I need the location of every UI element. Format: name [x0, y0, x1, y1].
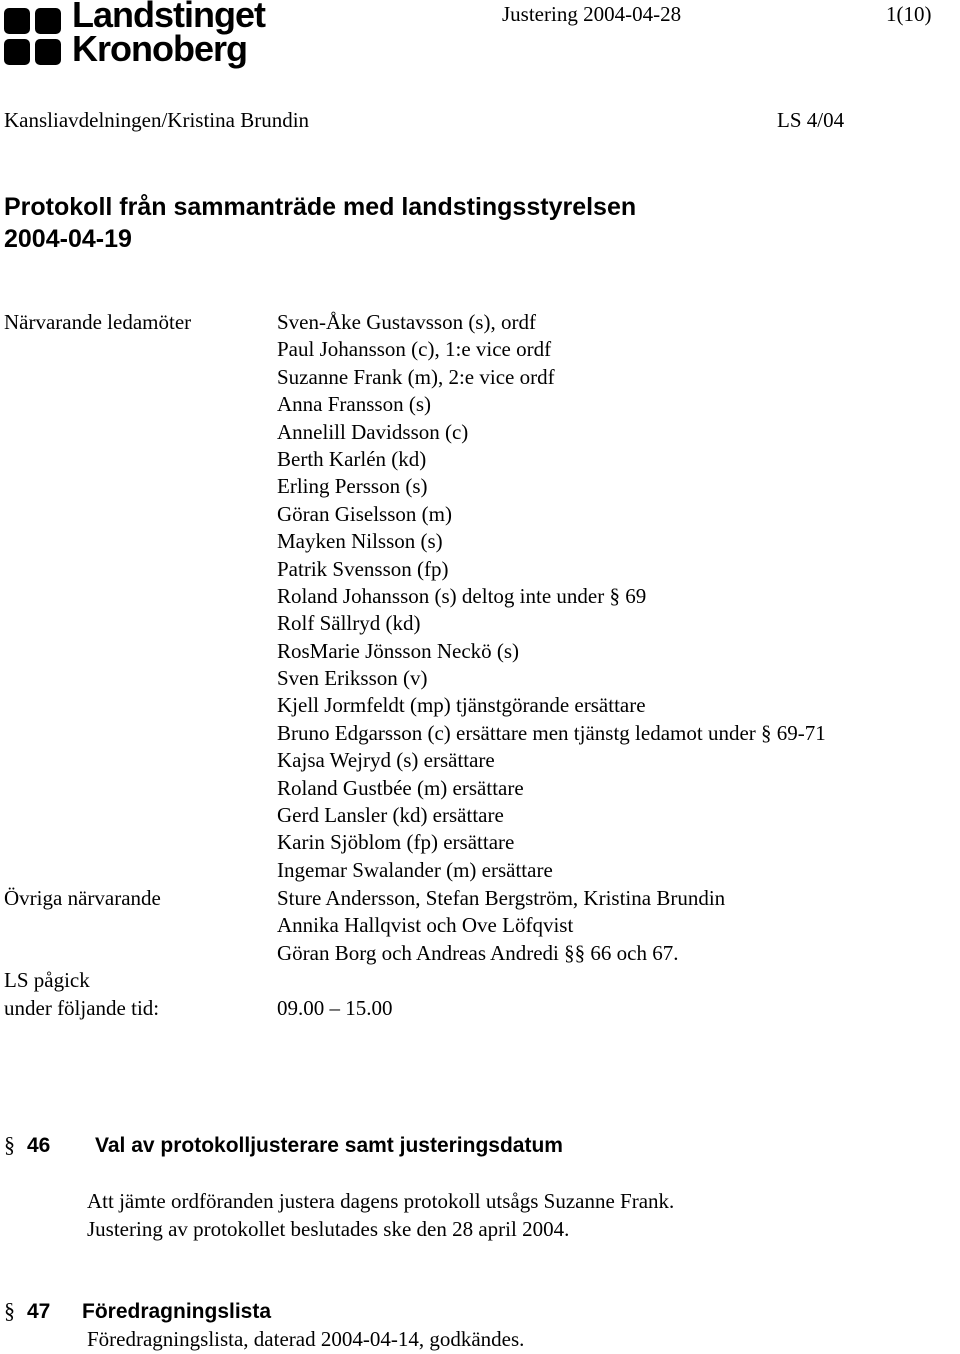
section-number: 47	[27, 1300, 51, 1323]
time-label-line2: under följande tid:	[4, 996, 160, 1020]
section-body-line: Föredragningslista, daterad 2004-04-14, godkändes.	[87, 1327, 525, 1351]
section-body-line: Att jämte ordföranden justera dagens protokoll utsågs Suzanne Frank.	[87, 1189, 675, 1213]
list-item: Roland Gustbée (m) ersättare	[277, 775, 524, 800]
list-item: Paul Johansson (c), 1:e vice ordf	[277, 337, 552, 362]
list-item: Erling Persson (s)	[277, 474, 428, 499]
section-heading: Föredragningslista	[82, 1300, 272, 1323]
title-line2: 2004-04-19	[4, 225, 132, 253]
section-number: 46	[27, 1134, 51, 1157]
time-label-line1: LS pågick	[4, 968, 90, 992]
list-item: Annika Hallqvist och Ove Löfqvist	[277, 913, 574, 938]
time-value: 09.00 – 15.00	[277, 996, 393, 1020]
list-item: Mayken Nilsson (s)	[277, 529, 443, 554]
list-item: Anna Fransson (s)	[277, 392, 431, 417]
logo-line1: Landstinget	[72, 0, 265, 35]
others-label: Övriga närvarande	[4, 886, 161, 910]
list-item: Rolf Sällryd (kd)	[277, 611, 421, 636]
list-item: Berth Karlén (kd)	[277, 446, 427, 471]
list-item: Patrik Svensson (fp)	[277, 556, 449, 581]
section-sign: §	[4, 1132, 15, 1157]
list-item: Bruno Edgarsson (c) ersättare men tjänstg ledamot under § 69-71	[277, 720, 826, 745]
list-item: RosMarie Jönsson Neckö (s)	[277, 638, 520, 663]
page-number: 1(10)	[886, 2, 932, 26]
justering-date: Justering 2004-04-28	[502, 2, 682, 26]
list-item: Suzanne Frank (m), 2:e vice ordf	[277, 364, 555, 389]
list-item: Gerd Lansler (kd) ersättare	[277, 803, 504, 828]
members-label: Närvarande ledamöter	[4, 310, 192, 334]
list-item: Roland Johansson (s) deltog inte under § 69	[277, 583, 647, 608]
list-item: Karin Sjöblom (fp) ersättare	[277, 830, 515, 855]
logo-line2: Kronoberg	[72, 28, 247, 69]
section-sign: §	[4, 1298, 15, 1323]
page-title	[4, 191, 636, 255]
section-body-line: Justering av protokollet beslutades ske den 28 april 2004.	[87, 1217, 570, 1241]
members-list	[277, 309, 826, 884]
title-line1: Protokoll från sammanträde med landstingsstyrelsen	[4, 193, 637, 221]
list-item: Ingemar Swalander (m) ersättare	[277, 857, 553, 882]
others-list	[277, 885, 725, 967]
list-item: Sven-Åke Gustavsson (s), ordf	[277, 310, 536, 334]
list-item: Kjell Jormfeldt (mp) tjänstgörande ersättare	[277, 693, 646, 718]
list-item: Göran Giselsson (m)	[277, 501, 452, 526]
list-item: Kajsa Wejryd (s) ersättare	[277, 748, 495, 773]
reference-number: LS 4/04	[777, 108, 845, 132]
department: Kansliavdelningen/Kristina Brundin	[4, 108, 310, 132]
list-item: Göran Borg och Andreas Andredi §§ 66 och 67.	[277, 940, 679, 965]
logo-mark-icon	[4, 6, 64, 68]
list-item: Sven Eriksson (v)	[277, 666, 428, 691]
logo-text	[72, 0, 265, 68]
section-heading: Val av protokolljusterare samt justeringsdatum	[95, 1134, 563, 1157]
list-item: Sture Andersson, Stefan Bergström, Kristina Brundin	[277, 886, 726, 910]
list-item: Annelill Davidsson (c)	[277, 419, 469, 444]
